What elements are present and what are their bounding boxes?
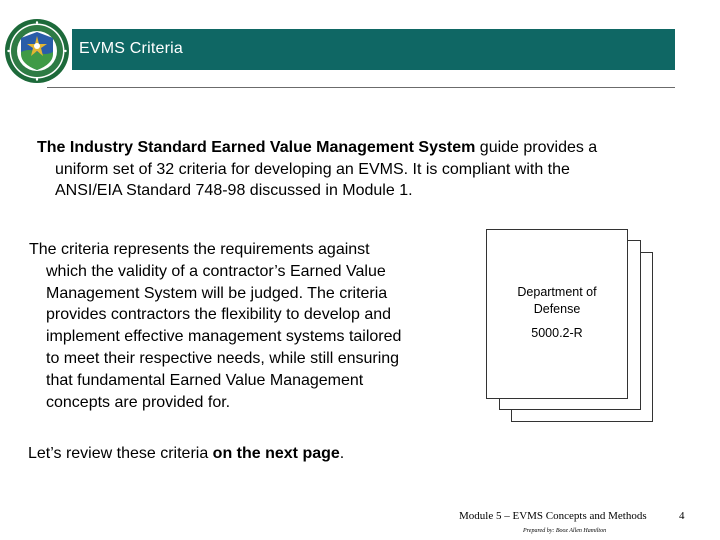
intro-line-2: uniform set of 32 criteria for developing an EVMS. It is compliant with the	[55, 160, 570, 178]
criteria-line: The criteria represents the requirements against	[29, 241, 370, 258]
footer-prepared-by: Prepared by: Booz Allen Hamilton	[523, 528, 607, 534]
page-number: 4	[679, 510, 685, 522]
review-period: .	[339, 445, 345, 462]
intro-line-1-rest: guide provides a	[475, 139, 598, 156]
criteria-line: implement effective management systems tailored	[46, 328, 402, 346]
criteria-line: that fundamental Earned Value Management	[46, 371, 364, 389]
review-text: Let’s review these criteria	[28, 445, 213, 462]
slide-title: EVMS Criteria	[79, 40, 183, 57]
review-bold-phrase: on the next page	[212, 445, 340, 462]
review-paragraph	[28, 445, 344, 463]
criteria-line: provides contractors the flexibility to develop and	[46, 306, 392, 324]
document-title-line-1: Department of	[517, 285, 597, 299]
document-title-line-2: Defense	[533, 302, 581, 316]
criteria-line: Management System will be judged. The criteria	[46, 284, 388, 302]
criteria-line: which the validity of a contractor’s Earned Value	[46, 262, 386, 280]
intro-line-1	[37, 137, 697, 159]
criteria-paragraph	[29, 239, 469, 413]
document-number: 5000.2-R	[531, 326, 583, 340]
document-stack	[486, 229, 656, 425]
criteria-line: to meet their respective needs, while still ensuring	[46, 349, 400, 367]
intro-line-3: ANSI/EIA Standard 748-98 discussed in Module 1.	[55, 182, 413, 199]
document-page-front	[486, 229, 628, 399]
header-divider	[47, 87, 675, 88]
department-of-energy-seal-icon	[4, 18, 70, 84]
intro-paragraph	[37, 137, 697, 202]
intro-bold-phrase: The Industry Standard Earned Value Management System	[37, 139, 476, 156]
criteria-line: concepts are provided for.	[46, 393, 231, 411]
document-title	[487, 284, 627, 318]
footer-module: Module 5 – EVMS Concepts and Methods	[459, 510, 647, 522]
